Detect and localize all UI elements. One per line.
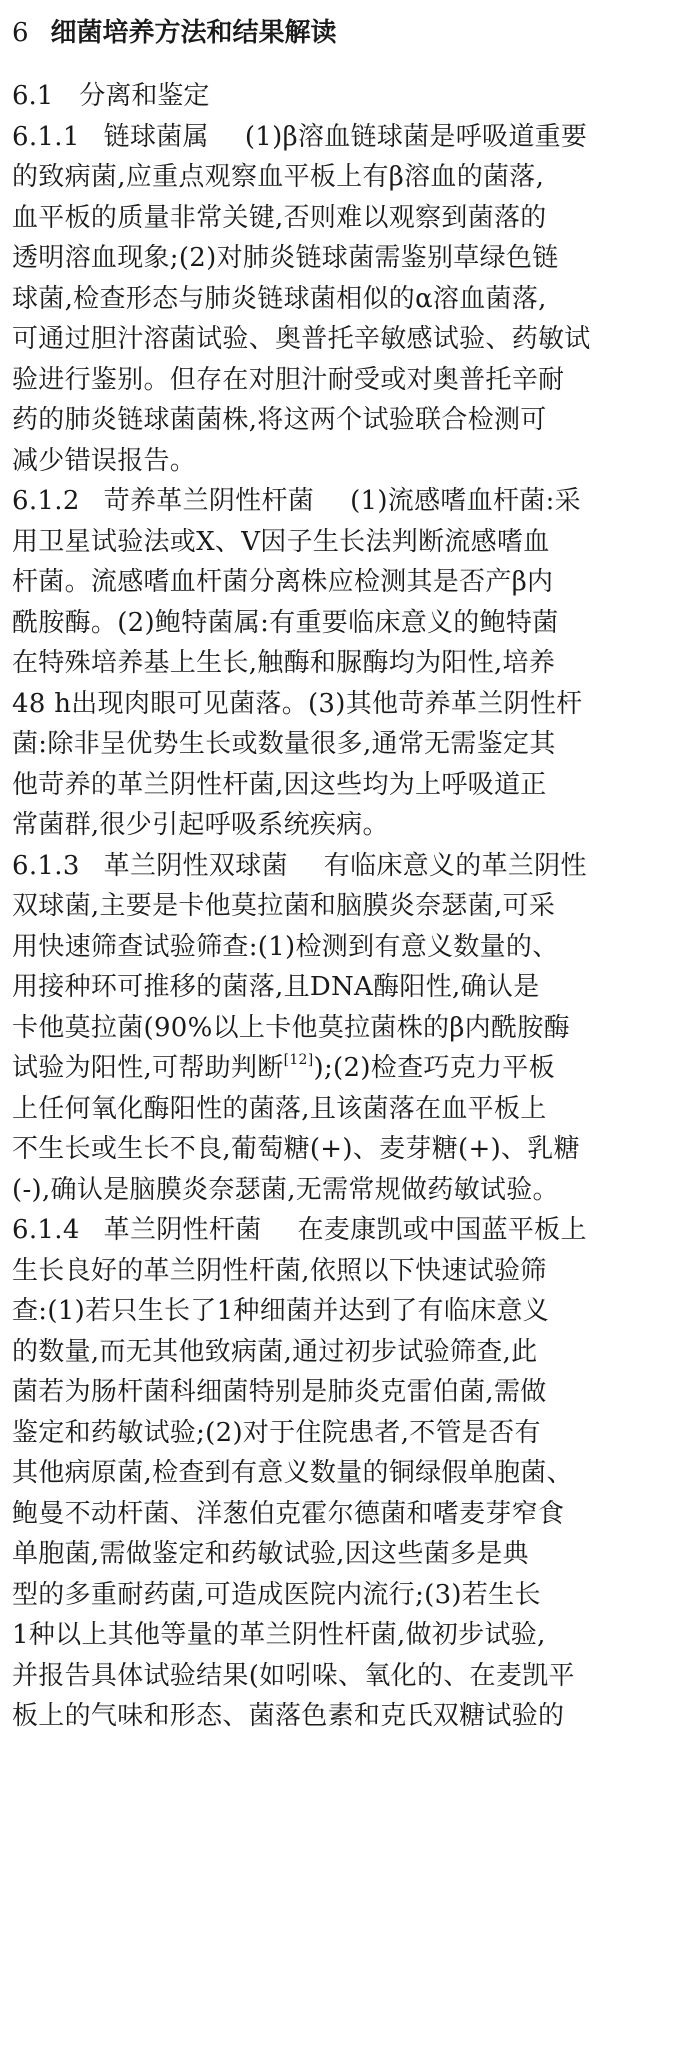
section-number: 6 [12,18,29,48]
paragraph-line: 不生长或生长不良,葡萄糖(+)、麦芽糖(+)、乳糖 [12,1134,580,1164]
paragraph-line: 板上的气味和形态、菌落色素和克氏双糖试验的 [12,1701,565,1731]
paragraph-line: 的数量,而无其他致病菌,通过初步试验筛查,此 [12,1336,538,1367]
item-number: 6.1.4 [12,1215,80,1245]
paragraph-line: 验进行鉴别。但存在对胆汁耐受或对奥普托辛耐 [12,364,565,395]
document-page [12,8,688,1737]
paragraph-line: 透明溶血现象;(2)对肺炎链球菌需鉴别草绿色链 [12,243,559,273]
line-text: 试验为阳性,可帮助判断 [12,1053,284,1083]
paragraph-line: 的致病菌,应重点观察血平板上有β溶血的菌落, [12,162,545,192]
paragraph-line: 在特殊培养基上生长,触酶和脲酶均为阳性,培养 [12,648,556,678]
paragraph-line: 上任何氧化酶阳性的菌落,且该菌落在血平板上 [12,1093,547,1124]
line-text: 有临床意义的革兰阴性 [323,850,587,881]
paragraph-line: 酰胺酶。(2)鲍特菌属:有重要临床意义的鲍特菌 [12,607,559,638]
paragraph-fastidious-gram-negative-bacilli [12,481,688,846]
line-text: (1)β溶血链球菌是呼吸道重要 [244,121,588,152]
item-number: 6.1.3 [12,850,80,881]
paragraph-line: 用快速筛查试验筛查:(1)检测到有意义数量的、 [12,931,559,962]
paragraph-line [12,1210,688,1251]
paragraph-line: 用卫星试验法或X、V因子生长法判断流感嗜血 [12,526,550,557]
citation-reference[interactable]: [12] [283,1052,314,1068]
paragraph-line: 1种以上其他等量的革兰阴性杆菌,做初步试验, [12,1620,546,1650]
paragraph-line: 可通过胆汁溶菌试验、奥普托辛敏感试验、药敏试 [12,324,591,354]
item-title: 革兰阴性双球菌 [103,850,288,881]
paragraph-line: 他苛养的革兰阴性杆菌,因这些均为上呼吸道正 [12,769,547,800]
paragraph-line: 查:(1)若只生长了1种细菌并达到了有临床意义 [12,1296,550,1326]
section-title: 细菌培养方法和结果解读 [50,18,337,48]
item-title: 苛养革兰阴性杆菌 [103,486,315,516]
paragraph-line: 双球菌,主要是卡他莫拉菌和脑膜炎奈瑟菌,可采 [12,891,556,921]
paragraph-gram-negative-bacilli [12,1210,688,1737]
item-number: 6.1.2 [12,486,80,516]
line-text: 在麦康凯或中国蓝平板上 [297,1215,587,1245]
paragraph-line [12,481,688,522]
item-title: 链球菌属 [103,121,209,152]
section-heading [12,8,688,58]
paragraph-gram-negative-diplococci [12,846,688,1211]
item-number: 6.1.1 [12,121,80,152]
paragraph-line: 单胞菌,需做鉴定和药敏试验,因这些菌多是典 [12,1539,529,1569]
item-title: 革兰阴性杆菌 [103,1215,262,1245]
paragraph-line: 卡他莫拉菌(90%以上卡他莫拉菌株的β内酰胺酶 [12,1012,570,1043]
paragraph-line [12,846,688,887]
paragraph-line: 生长良好的革兰阴性杆菌,依照以下快速试验筛 [12,1255,547,1286]
paragraph-line: 48 h出现肉眼可见菌落。(3)其他苛养革兰阴性杆 [12,688,583,719]
subsection-title: 分离和鉴定 [79,81,210,111]
paragraph-line: 常菌群,很少引起呼吸系统疾病。 [12,810,389,840]
paragraph-line [12,1048,688,1089]
paragraph-line: 球菌,检查形态与肺炎链球菌相似的α溶血菌落, [12,283,547,314]
subsection-heading [12,76,688,117]
paragraph-line: 药的肺炎链球菌菌株,将这两个试验联合检测可 [12,405,547,435]
paragraph-line: 鲍曼不动杆菌、洋葱伯克霍尔德菌和嗜麦芽窄食 [12,1498,565,1529]
paragraph-line: (-),确认是脑膜炎奈瑟菌,无需常规做药敏试验。 [12,1174,559,1205]
paragraph-line: 并报告具体试验结果(如吲哚、氧化的、在麦凯平 [12,1660,575,1691]
paragraph-streptococcus [12,117,688,482]
line-text: );(2)检查巧克力平板 [313,1053,555,1083]
paragraph-line: 其他病原菌,检查到有意义数量的铜绿假单胞菌、 [12,1458,573,1488]
line-text: (1)流感嗜血杆菌:采 [350,486,581,516]
paragraph-line: 菌:除非呈优势生长或数量很多,通常无需鉴定其 [12,729,556,759]
paragraph-line: 用接种环可推移的菌落,且DNA酶阳性,确认是 [12,972,540,1002]
subsection-number: 6.1 [12,81,54,111]
paragraph-line: 型的多重耐药菌,可造成医院内流行;(3)若生长 [12,1579,541,1610]
paragraph-line: 血平板的质量非常关键,否则难以观察到菌落的 [12,202,547,233]
paragraph-line: 杆菌。流感嗜血杆菌分离株应检测其是否产β内 [12,567,554,597]
paragraph-line: 减少错误报告。 [12,445,197,476]
paragraph-line: 鉴定和药敏试验;(2)对于住院患者,不管是否有 [12,1417,541,1448]
paragraph-line: 菌若为肠杆菌科细菌特别是肺炎克雷伯菌,需做 [12,1377,547,1407]
paragraph-line [12,117,688,158]
